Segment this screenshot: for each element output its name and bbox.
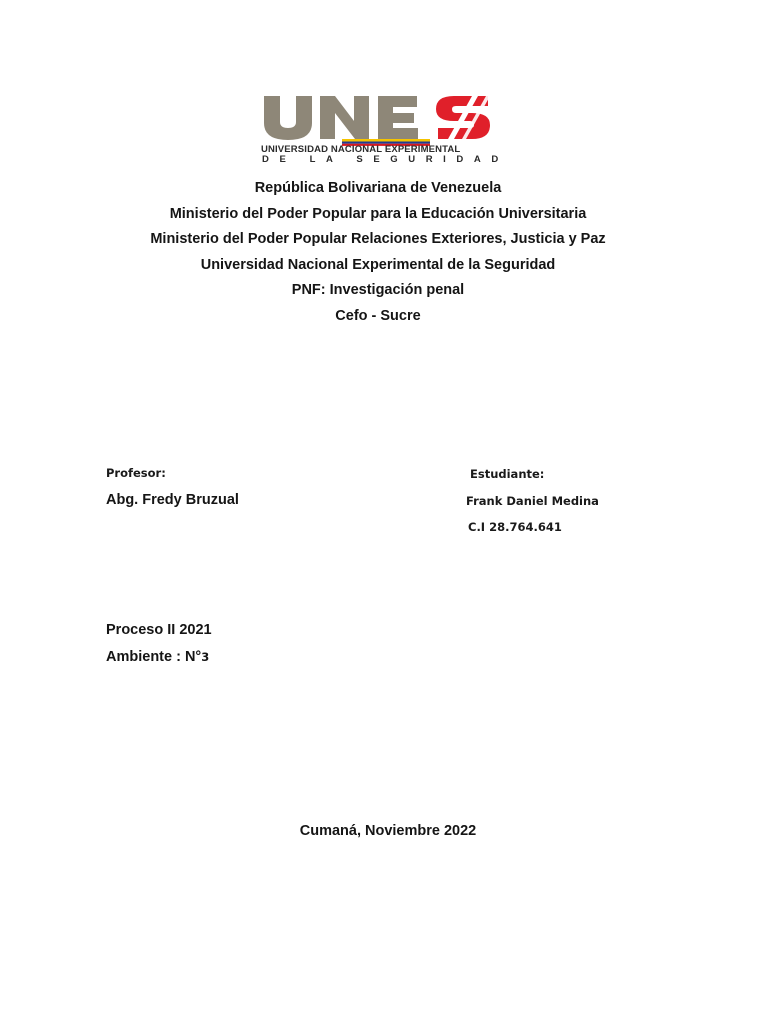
estudiante-label: Estudiante: xyxy=(470,467,545,481)
ambiente-line xyxy=(106,649,209,665)
institution-header xyxy=(0,176,756,330)
profesor-label: Profesor: xyxy=(106,466,166,480)
ambiente-label: Ambiente : N° xyxy=(106,649,202,665)
estudiante-ci: C.I 28.764.641 xyxy=(468,520,562,534)
place-date: Cumaná, Noviembre 2022 xyxy=(299,823,477,839)
logo-subtitle-1: UNIVERSIDAD NACIONAL EXPERIMENTAL xyxy=(261,144,461,155)
unes-logo xyxy=(258,92,509,166)
profesor-name: Abg. Fredy Bruzual xyxy=(106,492,239,508)
header-line-program: PNF: Investigación penal xyxy=(291,282,465,299)
header-line-republic: República Bolivariana de Venezuela xyxy=(254,180,502,196)
proceso-text: Proceso II 2021 xyxy=(106,622,212,638)
ambiente-number: 3 xyxy=(201,650,210,664)
header-line-ministry-education: Ministerio del Poder Popular para la Educación Universitaria xyxy=(169,205,587,222)
estudiante-name: Frank Daniel Medina xyxy=(466,494,599,508)
logo-subtitle-2: DE LA SEGURIDAD xyxy=(262,154,509,165)
header-line-campus: Cefo - Sucre xyxy=(335,307,421,324)
header-line-ministry-justice: Ministerio del Poder Popular Relaciones Exteriores, Justicia y Paz xyxy=(150,231,606,248)
header-line-university: Universidad Nacional Experimental de la Seguridad xyxy=(200,256,556,273)
